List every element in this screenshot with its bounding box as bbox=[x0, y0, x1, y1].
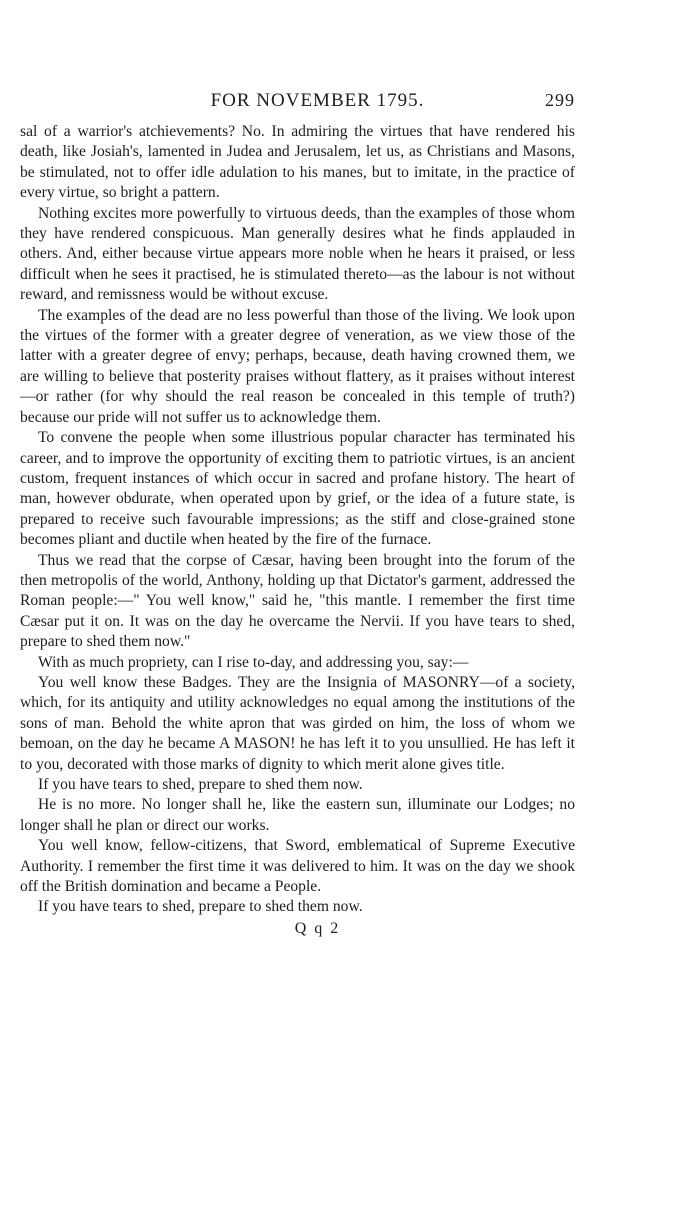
paragraph: Thus we read that the corpse of Cæsar, having been brought into the forum of the then metropolis of the world, Anthony, holding up that Dictator's garment, addressed the Roman people:—" You well know," said he, "this mantle. I remember the first time Cæsar put it on. It was on the day he overcame the Nervii. If you have tears to shed, prepare to shed them now." bbox=[20, 551, 575, 651]
paragraph: To convene the people when some illustrious popular character has terminated his career, and to improve the opportunity of exciting them to patriotic virtues, is an ancient custom, frequent instances of which occur in sacred and profane history. The heart of man, however obdurate, when operated upon by grief, or the idea of a future state, is prepared to receive such favourable impressions; as the stiff and close-grained stone becomes pliant and ductile when heated by the fire of the furnace. bbox=[20, 429, 575, 549]
signature-mark: Q q 2 bbox=[294, 919, 341, 937]
running-title: FOR NOVEMBER 1795. bbox=[210, 90, 425, 111]
paragraph: You well know these Badges. They are the Insignia of MASONRY—of a society, which, for its antiquity and utility acknowledges no equal among the institutions of the sons of man. Behold the white apron that was girded on him, the loss of whom we bemoan, on the day he became A MASON! he has left it to you unsullied. He has left it to you, decorated with those marks of dignity to which merit alone gives title. bbox=[20, 673, 575, 773]
paragraph: Nothing excites more powerfully to virtuous deeds, than the examples of those whom they have rendered conspicuous. Man generally desires what he finds applauded in others. And, either because virtue appears more noble when he hears it praised, or less difficult when he sees it practised, he is stimulated thereto—as the labour is not without reward, and remissness would be without excuse. bbox=[20, 204, 575, 304]
paragraph: sal of a warrior's atchievements? No. In admiring the virtues that have rendered his death, like Josiah's, lamented in Judea and Jerusalem, let us, as Christians and Masons, be stimulated, not to offer idle adulation to his manes, but to imitate, in the practice of every virtue, so bright a pattern. bbox=[20, 123, 575, 202]
paragraph: If you have tears to shed, prepare to shed them now. bbox=[38, 898, 363, 916]
running-head bbox=[20, 90, 575, 120]
page-number: 299 bbox=[545, 90, 575, 110]
paragraph: If you have tears to shed, prepare to shed them now. bbox=[38, 776, 363, 793]
paragraph: With as much propriety, can I rise to-day, and addressing you, say:— bbox=[38, 653, 469, 671]
paragraph: He is no more. No longer shall he, like the eastern sun, illuminate our Lodges; no longer shall he plan or direct our works. bbox=[20, 796, 575, 834]
paragraph: You well know, fellow-citizens, that Sword, emblematical of Supreme Executive Authority. I remember the first time it was delivered to him. It was on the day we shook off the British domination and became a People. bbox=[20, 837, 575, 896]
paragraph: The examples of the dead are no less powerful than those of the living. We look upon the virtues of the former with a greater degree of veneration, as we view those of the latter with a greater degree of envy; perhaps, because, death having crowned them, we are willing to believe that posterity praises without flattery, as it praises without interest—or rather (for why should the real reason be concealed in this temple of truth?) because our pride will not suffer us to acknowledge them. bbox=[20, 306, 575, 426]
body-text bbox=[20, 122, 575, 918]
